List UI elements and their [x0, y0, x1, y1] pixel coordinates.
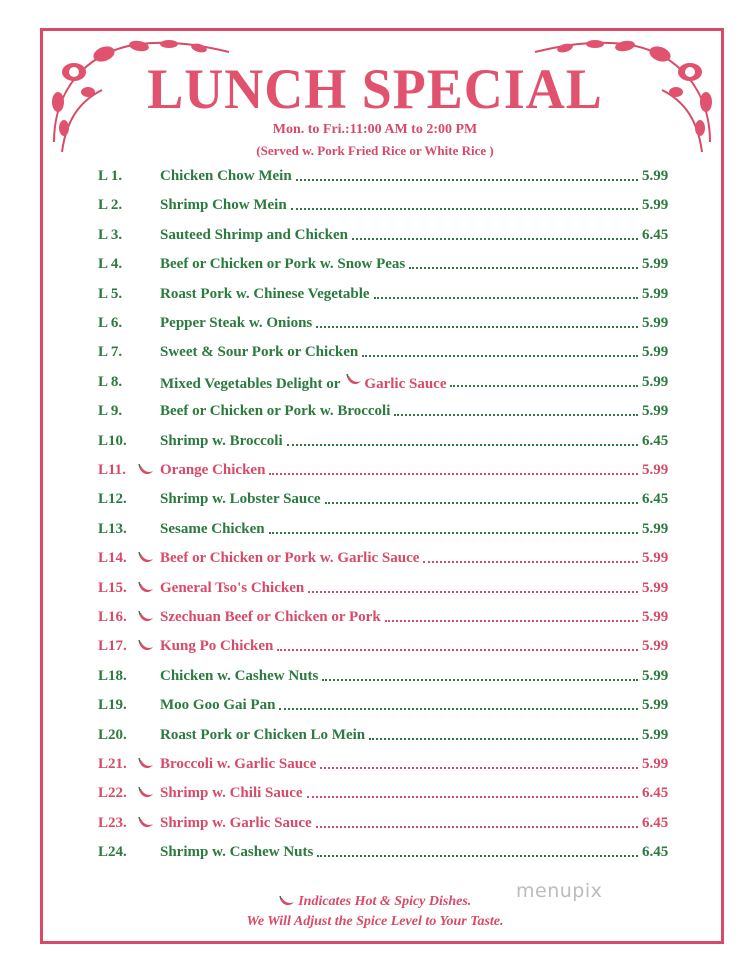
dot-leader: [423, 561, 638, 563]
item-code: L 2.: [98, 197, 123, 214]
item-name-text: Pepper Steak w. Onions: [160, 315, 313, 331]
item-code: L21.: [98, 756, 127, 772]
chili-pepper-icon: [346, 376, 362, 392]
item-price: 5.99: [642, 197, 669, 214]
menu-item: [0, 756, 750, 780]
item-code: L 5.: [98, 285, 123, 302]
menu-item: [0, 785, 750, 809]
item-name-text: Sesame Chicken: [160, 520, 265, 537]
item-price: 5.99: [642, 550, 669, 567]
item-price: 5.99: [642, 520, 669, 537]
item-price: 5.99: [642, 344, 669, 361]
item-name-text: General Tso's Chicken: [160, 579, 305, 596]
item-price: 5.99: [642, 609, 669, 625]
item-code: L 6.: [98, 315, 123, 331]
item-name: [160, 580, 304, 597]
item-name-text: Broccoli w. Garlic Sauce: [160, 756, 317, 772]
item-name-text: Kung Po Chicken: [160, 638, 274, 655]
item-code: L23.: [98, 814, 127, 831]
item-name: [160, 550, 419, 567]
item-code: L13.: [98, 520, 127, 537]
menu-item: [0, 286, 750, 310]
spicy-legend: [0, 894, 750, 910]
watermark: menupix: [516, 880, 603, 902]
item-price: 5.99: [642, 315, 669, 331]
dot-leader: [450, 385, 638, 387]
item-name-text: Sauteed Shrimp and Chicken: [160, 226, 348, 243]
dot-leader: [374, 297, 638, 299]
hours-text: Mon. to Fri.:11:00 AM to 2:00 PM: [272, 122, 478, 137]
item-name-text: Chicken w. Cashew Nuts: [160, 667, 319, 684]
item-code: L19.: [98, 697, 127, 714]
item-code: L 3.: [98, 226, 123, 243]
item-name: [160, 403, 390, 420]
item-price: 6.45: [642, 432, 669, 449]
item-name-text: Moo Goo Gai Pan: [160, 697, 276, 714]
item-name: [160, 727, 365, 744]
item-name-text: Szechuan Beef or Chicken or Pork: [160, 609, 381, 625]
item-price: 6.45: [642, 491, 669, 508]
menu-item: [0, 197, 750, 221]
item-name: [160, 668, 318, 685]
chili-pepper-icon: [138, 552, 154, 566]
item-name: [160, 462, 265, 479]
dot-leader: [287, 444, 638, 446]
dot-leader: [316, 826, 638, 828]
item-name-text: Beef or Chicken or Pork w. Broccoli: [160, 403, 391, 420]
item-name: [160, 374, 446, 393]
menu-item: [0, 580, 750, 604]
menu-item: [0, 609, 750, 633]
dot-leader: [409, 267, 638, 269]
item-name-text: Shrimp w. Broccoli: [160, 432, 283, 449]
item-price: 6.45: [642, 785, 669, 802]
item-code: L20.: [98, 726, 127, 743]
dot-leader: [296, 179, 638, 181]
item-code: L16.: [98, 609, 127, 625]
item-price: 5.99: [642, 285, 669, 302]
menu-item: [0, 227, 750, 251]
item-code: L 8.: [98, 373, 123, 390]
item-name-text: Orange Chicken: [160, 462, 266, 478]
chili-pepper-icon: [138, 817, 154, 831]
dot-leader: [269, 532, 638, 534]
item-code: L17.: [98, 638, 127, 655]
chili-pepper-icon: [138, 758, 154, 772]
item-code: L15.: [98, 579, 127, 596]
item-name: [160, 168, 292, 185]
dot-leader: [277, 649, 638, 651]
item-price: 5.99: [642, 373, 669, 390]
menu-item: [0, 521, 750, 545]
menu-item: [0, 815, 750, 839]
item-name: [160, 286, 370, 303]
item-name-text: Shrimp w. Garlic Sauce: [160, 814, 312, 831]
menu-item: [0, 344, 750, 368]
menu-item: [0, 550, 750, 574]
menu-item: [0, 315, 750, 339]
item-price: 5.99: [642, 697, 669, 714]
item-name-text: Sweet & Sour Pork or Chicken: [160, 344, 359, 361]
item-price: 5.99: [642, 462, 669, 478]
item-name: [160, 433, 283, 450]
dot-leader: [325, 502, 638, 504]
item-price: 5.99: [642, 726, 669, 743]
dot-leader: [352, 238, 638, 240]
item-code: L14.: [98, 550, 127, 567]
item-code: L12.: [98, 491, 127, 508]
item-name: [160, 638, 273, 655]
menu-item: [0, 256, 750, 280]
item-name: [160, 815, 312, 832]
dot-leader: [322, 679, 638, 681]
item-name-text: Chicken Chow Mein: [160, 168, 292, 184]
chili-pepper-icon: [138, 611, 154, 625]
menu-item: [0, 844, 750, 868]
menu-item: [0, 168, 750, 192]
item-name-text: Mixed Vegetables Delight or: [160, 375, 341, 392]
dot-leader: [307, 796, 638, 798]
menu-item: [0, 403, 750, 427]
menu-item: [0, 638, 750, 662]
dot-leader: [369, 738, 638, 740]
item-name-hot-part: Garlic Sauce: [364, 375, 447, 392]
item-code: L 9.: [98, 403, 123, 420]
item-name: [160, 315, 312, 332]
item-name-text: Shrimp Chow Mein: [160, 197, 287, 214]
item-price: 5.99: [642, 403, 669, 420]
chili-pepper-icon: [279, 896, 295, 908]
item-name-text: Roast Pork w. Chinese Vegetable: [160, 285, 370, 302]
dot-leader: [316, 326, 638, 328]
item-name: [160, 697, 275, 714]
menu-item: [0, 697, 750, 721]
served-with-text: (Served w. Pork Fried Rice or White Rice ): [256, 143, 494, 158]
item-price: 5.99: [642, 579, 669, 596]
item-name-text: Shrimp w. Cashew Nuts: [160, 844, 314, 861]
menu-item: [0, 374, 750, 398]
item-name-text: Roast Pork or Chicken Lo Mein: [160, 726, 366, 743]
item-name: [160, 756, 316, 773]
page-title: LUNCH SPECIAL: [147, 57, 603, 121]
menu-item: [0, 727, 750, 751]
item-code: L18.: [98, 667, 127, 684]
item-price: 5.99: [642, 256, 669, 273]
item-name-text: Beef or Chicken or Pork w. Snow Peas: [160, 256, 406, 273]
item-name: [160, 227, 348, 244]
chili-pepper-icon: [138, 640, 154, 654]
spicy-legend-text: Indicates Hot & Spicy Dishes.: [298, 894, 472, 909]
item-name-text: Beef or Chicken or Pork w. Garlic Sauce: [160, 550, 420, 567]
item-code: L 7.: [98, 344, 123, 361]
item-name: [160, 844, 313, 861]
item-code: L24.: [98, 844, 127, 861]
item-code: L11.: [98, 462, 126, 478]
dot-leader: [317, 855, 638, 857]
menu-item: [0, 491, 750, 515]
item-name: [160, 521, 265, 538]
menu-item: [0, 433, 750, 457]
item-name: [160, 256, 405, 273]
chili-pepper-icon: [138, 582, 154, 596]
item-name: [160, 609, 381, 626]
item-code: L22.: [98, 785, 127, 802]
item-code: L10.: [98, 432, 127, 449]
item-name: [160, 785, 303, 802]
item-code: L 4.: [98, 256, 123, 273]
item-price: 6.45: [642, 226, 669, 243]
item-name: [160, 197, 287, 214]
menu-item: [0, 462, 750, 486]
item-name: [160, 344, 358, 361]
item-price: 5.99: [642, 667, 669, 684]
dot-leader: [385, 620, 638, 622]
item-code: L 1.: [98, 168, 123, 184]
dot-leader: [394, 414, 638, 416]
chili-pepper-icon: [138, 464, 154, 478]
item-price: 5.99: [642, 638, 669, 655]
spice-note: We Will Adjust the Spice Level to Your Taste.: [246, 914, 504, 929]
menu-item: [0, 668, 750, 692]
item-name-text: Shrimp w. Lobster Sauce: [160, 491, 321, 508]
item-price: 5.99: [642, 756, 669, 772]
item-price: 6.45: [642, 844, 669, 861]
dot-leader: [279, 708, 638, 710]
dot-leader: [291, 208, 638, 210]
dot-leader: [269, 473, 638, 475]
item-name-text: Shrimp w. Chili Sauce: [160, 785, 303, 802]
dot-leader: [362, 355, 638, 357]
chili-pepper-icon: [138, 787, 154, 801]
dot-leader: [320, 767, 638, 769]
item-price: 6.45: [642, 814, 669, 831]
item-price: 5.99: [642, 168, 669, 184]
dot-leader: [308, 591, 638, 593]
item-name: [160, 491, 321, 508]
